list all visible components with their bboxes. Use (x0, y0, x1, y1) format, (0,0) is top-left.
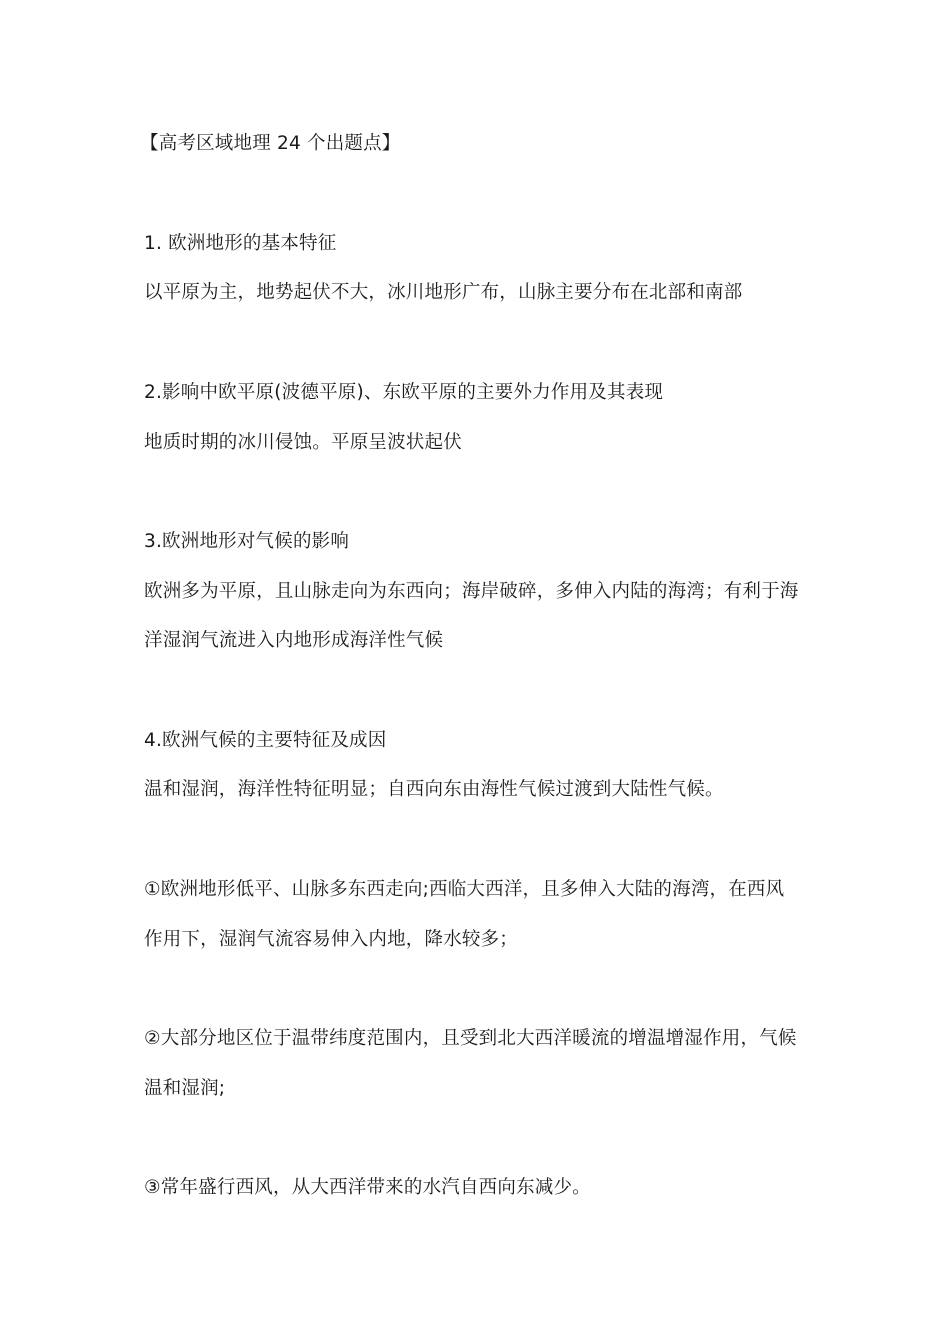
section-3-text-line-1: 欧洲多为平原，且山脉走向为东西向；海岸破碎，多伸入内陆的海湾；有利于海 (144, 581, 799, 602)
point-3-line-1: ③常年盛行西风，从大西洋带来的水汽自西向东减少。 (144, 1177, 591, 1198)
point-2-line-2: 温和湿润; (144, 1078, 226, 1099)
document-title: 【高考区域地理 24 个出题点】 (140, 133, 401, 154)
section-2-heading: 2.影响中欧平原(波德平原)、东欧平原的主要外力作用及其表现 (144, 382, 664, 403)
point-1-line-2: 作用下，湿润气流容易伸入内地，降水较多； (144, 929, 519, 950)
section-1-text: 以平原为主，地势起伏不大，冰川地形广布，山脉主要分布在北部和南部 (144, 282, 743, 303)
section-2-text: 地质时期的冰川侵蚀。平原呈波状起伏 (144, 432, 462, 453)
section-4-heading: 4.欧洲气候的主要特征及成因 (144, 730, 387, 751)
section-3-heading: 3.欧洲地形对气候的影响 (144, 531, 350, 552)
point-1-line-1: ①欧洲地形低平、山脉多东西走向;西临大西洋，且多伸入大陆的海湾，在西风 (144, 879, 785, 900)
point-2-line-1: ②大部分地区位于温带纬度范围内，且受到北大西洋暖流的增温增湿作用，气候 (144, 1028, 797, 1049)
section-3-text-line-2: 洋湿润气流进入内地形成海洋性气候 (144, 630, 444, 651)
section-4-text: 温和湿润，海洋性特征明显；自西向东由海性气候过渡到大陆性气候。 (144, 779, 724, 800)
section-1-heading: 1. 欧洲地形的基本特征 (144, 233, 337, 254)
